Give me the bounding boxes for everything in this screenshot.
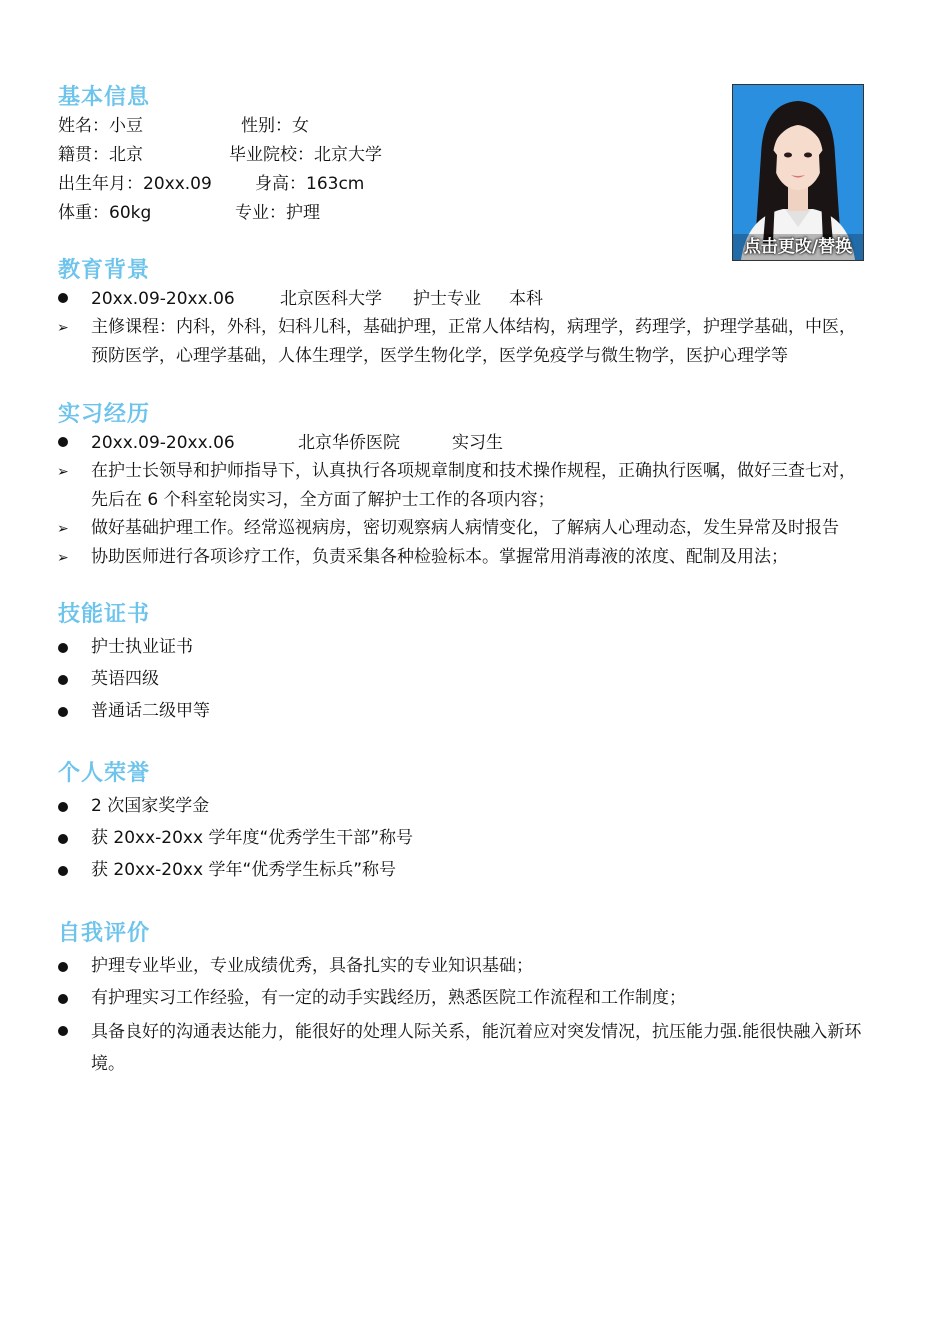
education-period: 20xx.09-20xx.06: [91, 289, 235, 309]
arrow-bullet-icon: ➢: [57, 464, 69, 480]
photo-replace-label[interactable]: 点击更改/替换: [733, 234, 863, 260]
section-title-basic: 基本信息: [58, 85, 151, 110]
hometown-field: 籍贯：北京: [58, 145, 143, 165]
school-field: 毕业院校：北京大学: [229, 145, 382, 165]
section-title-self: 自我评价: [58, 921, 151, 946]
internship-item-3: 协助医师进行各项诊疗工作，负责采集各种检验标本。掌握常用消毒液的浓度、配制及用法；: [91, 547, 788, 567]
section-title-honors: 个人荣誉: [58, 761, 151, 786]
education-courses: [91, 313, 891, 371]
internship-item-1-line-1: 在护士长领导和护师指导下，认真执行各项规章制度和技术操作规程，正确执行医嘱，做好三查七对，: [91, 461, 856, 481]
name-field: 姓名：小豆: [58, 116, 143, 136]
major-field: 专业：护理: [235, 203, 320, 223]
arrow-bullet-icon: ➢: [57, 550, 69, 566]
self-item-3: [91, 1016, 891, 1080]
bullet-dot-icon: [58, 834, 68, 844]
honor-item: 2 次国家奖学金: [91, 796, 210, 816]
courses-line-1: 主修课程：内科，外科，妇科儿科，基础护理，正常人体结构，病理学，药理学，护理学基础，中医，: [91, 317, 856, 337]
bullet-dot-icon: [58, 675, 68, 685]
education-school: 北京医科大学: [280, 289, 382, 309]
bullet-dot-icon: [58, 437, 68, 447]
internship-hospital: 北京华侨医院: [298, 433, 400, 453]
bullet-dot-icon: [58, 293, 68, 303]
gender-field: 性别：女: [241, 116, 309, 136]
bullet-dot-icon: [58, 1026, 68, 1036]
skill-item: 普通话二级甲等: [91, 701, 210, 721]
internship-item-1-line-2: 先后在 6 个科室轮岗实习，全方面了解护士工作的各项内容；: [91, 490, 555, 510]
honor-item: 获 20xx-20xx 学年“优秀学生标兵”称号: [91, 860, 397, 880]
section-title-internship: 实习经历: [58, 402, 151, 427]
self-item-3-line-1: 具备良好的沟通表达能力，能很好的处理人际关系，能沉着应对突发情况，抗压能力强.能很快融入新环: [91, 1022, 862, 1042]
section-title-education: 教育背景: [58, 258, 151, 283]
bullet-dot-icon: [58, 866, 68, 876]
section-title-skills: 技能证书: [58, 602, 151, 627]
bullet-dot-icon: [58, 994, 68, 1004]
profile-photo[interactable]: [732, 84, 864, 261]
birth-field: 出生年月：20xx.09: [58, 174, 212, 194]
self-item-2: 有护理实习工作经验，有一定的动手实践经历，熟悉医院工作流程和工作制度；: [91, 988, 686, 1008]
courses-line-2: 预防医学，心理学基础，人体生理学，医学生物化学，医学免疫学与微生物学，医护心理学等: [91, 346, 788, 366]
height-field: 身高：163cm: [255, 174, 365, 194]
internship-item-1: [91, 457, 891, 515]
weight-field: 体重：60kg: [58, 203, 152, 223]
self-item-1: 护理专业毕业，专业成绩优秀，具备扎实的专业知识基础；: [91, 956, 533, 976]
education-major: 护士专业: [413, 289, 481, 309]
bullet-dot-icon: [58, 962, 68, 972]
arrow-bullet-icon: ➢: [57, 521, 69, 537]
education-degree: 本科: [509, 289, 543, 309]
skill-item: 英语四级: [91, 669, 159, 689]
honor-item: 获 20xx-20xx 学年度“优秀学生干部”称号: [91, 828, 414, 848]
arrow-bullet-icon: ➢: [57, 320, 69, 336]
internship-role: 实习生: [452, 433, 503, 453]
skill-item: 护士执业证书: [91, 637, 193, 657]
self-item-3-line-2: 境。: [91, 1054, 125, 1074]
bullet-dot-icon: [58, 707, 68, 717]
internship-period: 20xx.09-20xx.06: [91, 433, 235, 453]
bullet-dot-icon: [58, 643, 68, 653]
bullet-dot-icon: [58, 802, 68, 812]
internship-item-2: 做好基础护理工作。经常巡视病房，密切观察病人病情变化，了解病人心理动态，发生异常及时报告: [91, 518, 839, 538]
